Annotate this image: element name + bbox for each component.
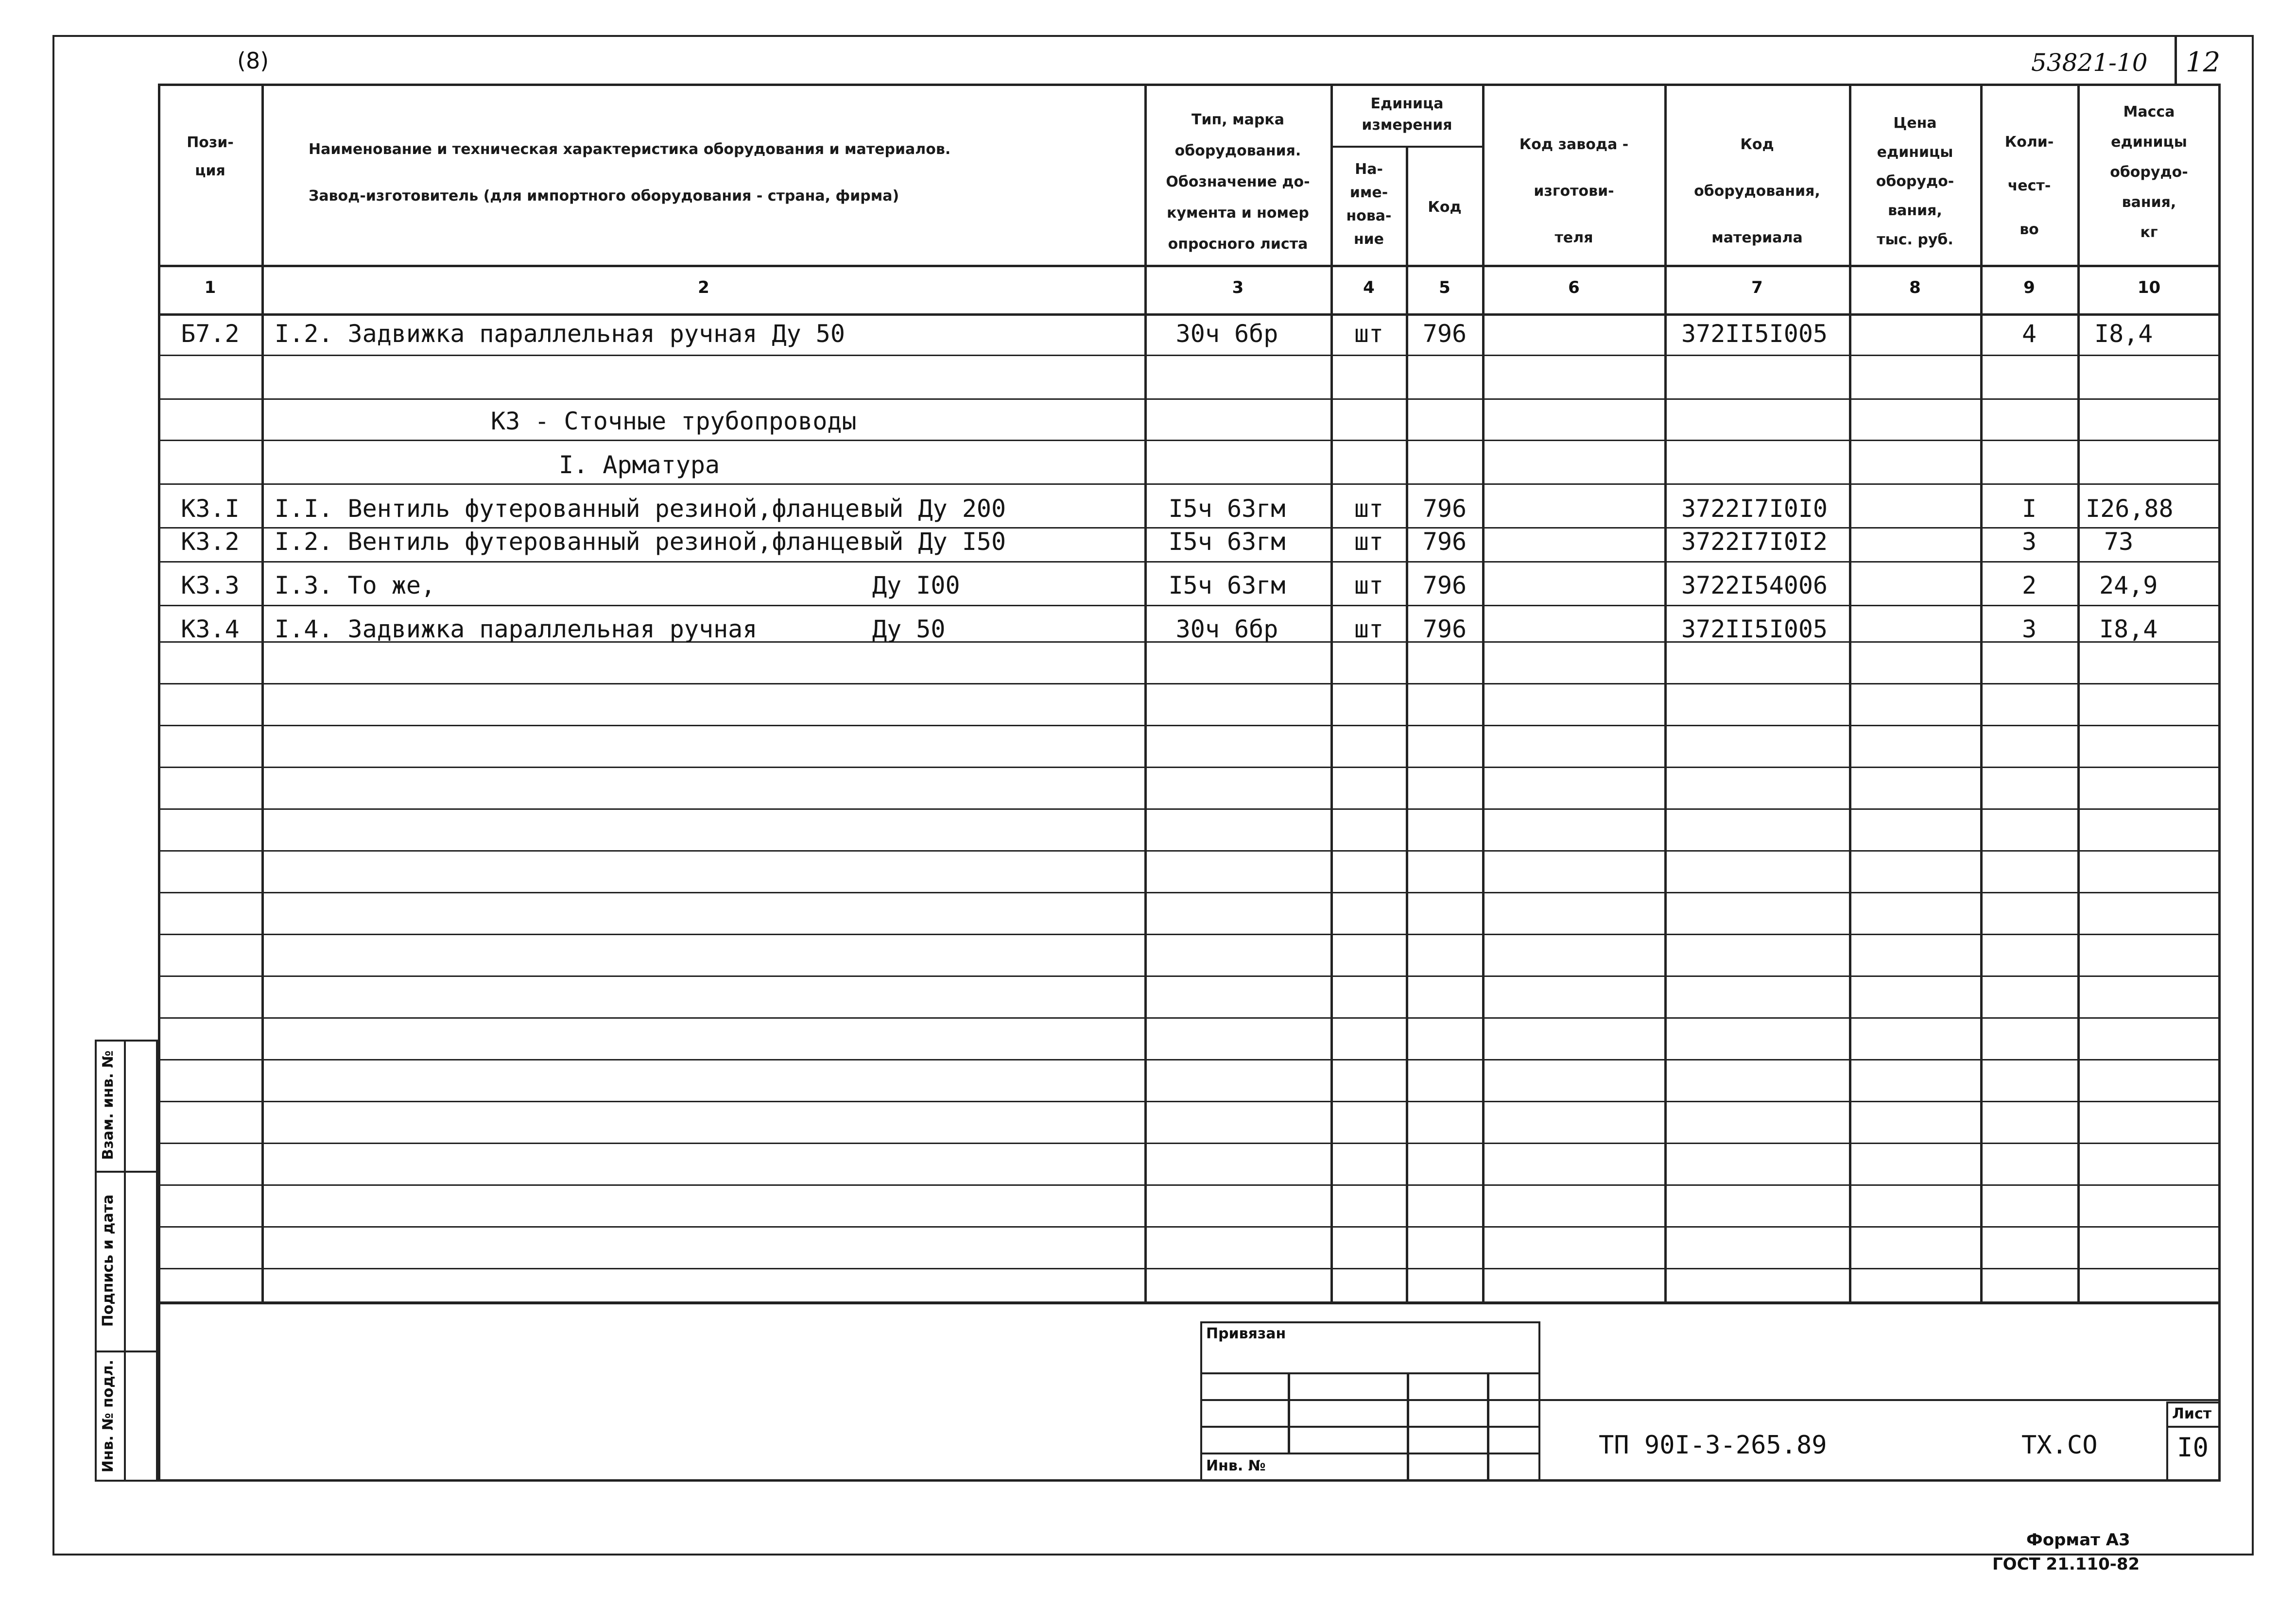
page-no-divider bbox=[2175, 35, 2177, 84]
cell-equipment-code: 3722I7I0I0 bbox=[1681, 495, 1828, 523]
row-divider bbox=[158, 1226, 2221, 1228]
header-type: Тип, марка оборудования. Обозначение до- кумента и номер опросного листа bbox=[1166, 111, 1310, 253]
cell-name: I.I. Вентиль футерованный резиной,фланцевый Ду 200 bbox=[275, 495, 1006, 523]
title-block bbox=[158, 1302, 2221, 1482]
privyazan-line-3 bbox=[1200, 1426, 1540, 1428]
top-right-page: 12 bbox=[2186, 47, 2221, 78]
colnum-3: 3 bbox=[1232, 278, 1244, 297]
cell-position: К3.4 bbox=[181, 615, 240, 643]
row-divider bbox=[158, 683, 2221, 684]
cell-unit-code: 796 bbox=[1422, 528, 1467, 556]
row-divider bbox=[158, 1184, 2221, 1186]
header-factory-code: Код завода - изготови- теля bbox=[1519, 136, 1629, 246]
side-stamp-inv-podl: Инв. № подл. bbox=[100, 1359, 117, 1473]
privyazan-vline-3 bbox=[1487, 1372, 1489, 1482]
row-divider bbox=[158, 1101, 2221, 1102]
cell-unit-code: 796 bbox=[1422, 320, 1467, 348]
row-divider bbox=[158, 934, 2221, 935]
format-label: Формат А3 bbox=[2026, 1530, 2130, 1550]
row-divider bbox=[158, 808, 2221, 810]
row-divider bbox=[158, 1143, 2221, 1144]
row-divider bbox=[158, 483, 2221, 485]
row-divider bbox=[158, 1017, 2221, 1019]
side-stamp-split-1 bbox=[95, 1171, 158, 1173]
header-unit-name: На- име- нова- ние bbox=[1346, 161, 1392, 248]
cell-name-dn: Ду 50 bbox=[872, 615, 946, 643]
header-quantity: Коли- чест- во bbox=[2004, 134, 2054, 238]
row-divider bbox=[158, 975, 2221, 977]
sheet-number: I0 bbox=[2177, 1432, 2209, 1463]
row-divider bbox=[158, 850, 2221, 852]
inv-no-label: Инв. № bbox=[1206, 1457, 1266, 1474]
privyazan-line-4 bbox=[1200, 1453, 1540, 1454]
cell-equipment-code: 3722I7I0I2 bbox=[1681, 528, 1828, 556]
row-divider bbox=[158, 440, 2221, 441]
row-divider bbox=[158, 892, 2221, 893]
top-right-code: 53821-10 bbox=[2031, 49, 2148, 77]
cell-equipment-code: 3722I54006 bbox=[1681, 571, 1828, 599]
col-line-1 bbox=[261, 84, 264, 1304]
col-line-3 bbox=[1330, 84, 1333, 1304]
col-line-7 bbox=[1849, 84, 1851, 1304]
cell-type: I5ч 63гм bbox=[1168, 495, 1286, 523]
cell-mass: 73 bbox=[2104, 528, 2134, 556]
col-line-2 bbox=[1144, 84, 1147, 1304]
cell-name: I.4. Задвижка параллельная ручная bbox=[275, 615, 758, 643]
sheet-box-split bbox=[2166, 1426, 2221, 1428]
colnum-1: 1 bbox=[204, 278, 216, 297]
cell-unit-code: 796 bbox=[1422, 495, 1467, 523]
colnum-4: 4 bbox=[1363, 278, 1375, 297]
subsection-title: I. Арматура bbox=[559, 451, 720, 479]
header-name: Наименование и техническая характеристика оборудования и материалов. Завод-изготовитель (для импортного оборудования - страна, фирма) bbox=[309, 141, 951, 205]
colnum-2: 2 bbox=[698, 278, 709, 297]
cell-unit-code: 796 bbox=[1422, 571, 1467, 599]
sheet-label: Лист bbox=[2172, 1405, 2212, 1422]
doc-code-line bbox=[1540, 1399, 2221, 1401]
col-line-9 bbox=[2077, 84, 2080, 1304]
cell-quantity: I bbox=[2021, 495, 2037, 523]
row-divider bbox=[158, 605, 2221, 606]
cell-mass: I8,4 bbox=[2099, 615, 2158, 643]
col-line-6 bbox=[1664, 84, 1667, 1304]
privyazan-line-2 bbox=[1200, 1399, 1540, 1401]
header-equipment-code: Код оборудования, материала bbox=[1694, 136, 1820, 246]
colnum-8: 8 bbox=[1909, 278, 1921, 297]
cell-unit: шт bbox=[1354, 495, 1384, 523]
header-unit-code: Код bbox=[1428, 199, 1462, 216]
privyazan-vline-1 bbox=[1288, 1372, 1290, 1453]
cell-mass: I8,4 bbox=[2094, 320, 2153, 348]
cell-unit: шт bbox=[1354, 320, 1384, 348]
cell-quantity: 3 bbox=[2021, 615, 2037, 643]
privyazan-line-1 bbox=[1200, 1372, 1540, 1374]
privyazan-label: Привязан bbox=[1206, 1325, 1286, 1342]
colnum-9: 9 bbox=[2023, 278, 2035, 297]
unit-header-split bbox=[1330, 146, 1482, 148]
cell-equipment-code: 372II5I005 bbox=[1681, 615, 1828, 643]
doc-code: ТП 90I-3-265.89 bbox=[1599, 1431, 1827, 1460]
cell-name-dn: Ду I00 bbox=[872, 571, 960, 599]
row-divider bbox=[158, 1268, 2221, 1269]
cell-equipment-code: 372II5I005 bbox=[1681, 320, 1828, 348]
header-bottom bbox=[158, 265, 2221, 267]
section-title: К3 - Сточные трубопроводы bbox=[491, 407, 857, 435]
cell-mass: 24,9 bbox=[2099, 571, 2158, 599]
header-mass: Масса единицы оборудо- вания, кг bbox=[2110, 103, 2188, 241]
numbers-bottom bbox=[158, 313, 2221, 316]
row-divider bbox=[158, 398, 2221, 400]
cell-quantity: 2 bbox=[2021, 571, 2037, 599]
side-stamp-vzam: Взам. инв. № bbox=[100, 1050, 117, 1160]
cell-quantity: 3 bbox=[2021, 528, 2037, 556]
cell-unit: шт bbox=[1354, 528, 1384, 556]
cell-name: I.2. Вентиль футерованный резиной,фланцевый Ду I50 bbox=[275, 528, 1006, 556]
cell-name: I.3. То же, bbox=[275, 571, 436, 599]
cell-position: К3.3 bbox=[181, 571, 240, 599]
header-price: Цена единицы оборудо- вания, тыс. руб. bbox=[1876, 115, 1954, 248]
colnum-7: 7 bbox=[1751, 278, 1763, 297]
header-unit: Единица измерения bbox=[1362, 95, 1452, 134]
cell-type: I5ч 63гм bbox=[1168, 528, 1286, 556]
row-divider bbox=[158, 561, 2221, 563]
cell-unit-code: 796 bbox=[1422, 615, 1467, 643]
colnum-6: 6 bbox=[1568, 278, 1580, 297]
cell-name: I.2. Задвижка параллельная ручная Ду 50 bbox=[275, 320, 845, 348]
col-line-5 bbox=[1482, 84, 1485, 1304]
cell-unit: шт bbox=[1354, 571, 1384, 599]
cell-type: 30ч 6бр bbox=[1175, 320, 1278, 348]
colnum-10: 10 bbox=[2137, 278, 2161, 297]
side-stamp-podpis: Подпись и дата bbox=[100, 1194, 117, 1327]
col-line-8 bbox=[1980, 84, 1983, 1304]
cell-quantity: 4 bbox=[2021, 320, 2037, 348]
row-divider bbox=[158, 1059, 2221, 1060]
cell-type: 30ч 6бр bbox=[1175, 615, 1278, 643]
privyazan-vline-2 bbox=[1407, 1372, 1409, 1482]
colnum-5: 5 bbox=[1439, 278, 1450, 297]
cell-position: К3.I bbox=[181, 495, 240, 523]
header-position: Пози- ция bbox=[187, 134, 234, 179]
row-divider bbox=[158, 355, 2221, 356]
cell-type: I5ч 63гм bbox=[1168, 571, 1286, 599]
cell-mass: I26,88 bbox=[2086, 495, 2174, 523]
gost-label: ГОСТ 21.110-82 bbox=[1992, 1555, 2140, 1574]
cell-unit: шт bbox=[1354, 615, 1384, 643]
section-code: ТХ.СО bbox=[2021, 1431, 2098, 1460]
cell-position: Б7.2 bbox=[181, 320, 240, 348]
cell-position: К3.2 bbox=[181, 528, 240, 556]
side-stamp-divider bbox=[124, 1040, 126, 1482]
top-left-label: (8) bbox=[237, 48, 269, 74]
row-divider bbox=[158, 767, 2221, 768]
row-divider bbox=[158, 725, 2221, 726]
